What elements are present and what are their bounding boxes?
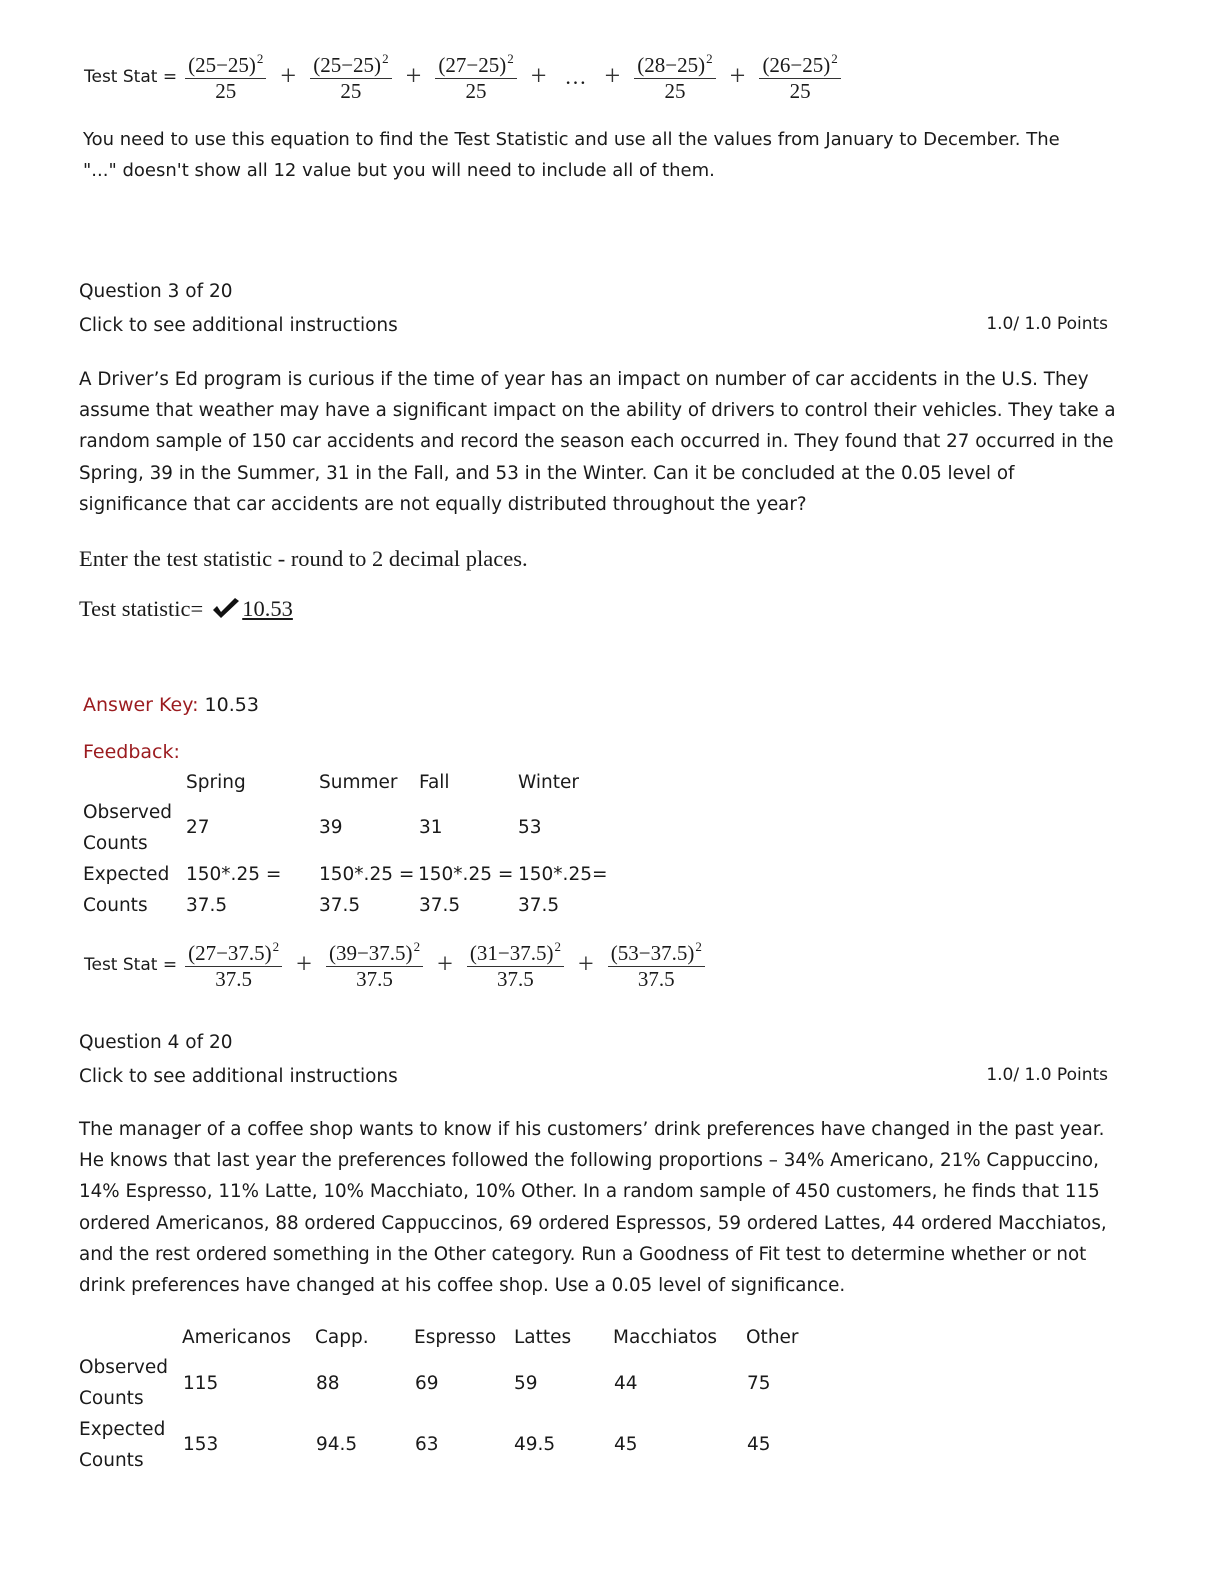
fraction-term: $\frac{(27-25)^2}{25}$ bbox=[435, 52, 516, 102]
fraction-term: $\frac{(25-25)^2}{25}$ bbox=[310, 52, 391, 102]
table-cell: 150*.25= bbox=[518, 864, 608, 885]
answer-key bbox=[83, 694, 259, 716]
table-header: Other bbox=[746, 1327, 799, 1348]
row-label: Expected bbox=[79, 1419, 166, 1440]
equation-note: You need to use this equation to find the Test Statistic and use all the values from January to December. The "..." doesn't show all 12 value but you will need to include all of them. bbox=[83, 129, 1060, 182]
feedback-label: Feedback: bbox=[83, 741, 180, 763]
checkmark-icon bbox=[211, 598, 241, 620]
table-cell: 94.5 bbox=[316, 1434, 358, 1455]
table-header: Winter bbox=[518, 772, 579, 793]
table-cell: 27 bbox=[186, 817, 210, 838]
fraction-term: $\frac{(31-37.5)^2}{37.5}$ bbox=[467, 940, 564, 990]
table-cell: 45 bbox=[614, 1434, 638, 1455]
table-header: Capp. bbox=[315, 1327, 369, 1348]
table-cell: 63 bbox=[415, 1434, 439, 1455]
row-label: Counts bbox=[79, 1450, 144, 1471]
answer-row bbox=[79, 596, 293, 622]
table-header: Americanos bbox=[182, 1327, 291, 1348]
fraction-term: $\frac{(39-37.5)^2}{37.5}$ bbox=[326, 940, 423, 990]
table-header: Espresso bbox=[414, 1327, 497, 1348]
table-cell: 31 bbox=[419, 817, 443, 838]
table-header: Spring bbox=[186, 772, 246, 793]
table-header: Fall bbox=[419, 772, 450, 793]
instructions-link[interactable]: Click to see additional instructions bbox=[79, 1066, 398, 1087]
question-3-title: Question 3 of 20 bbox=[79, 281, 233, 302]
table-cell: 150*.25 = bbox=[186, 864, 282, 885]
question-3-text: A Driver’s Ed program is curious if the time of year has an impact on number of car accidents in the U.S. They assume that weather may have a significant impact on the ability of drivers to control their vehicles. They take a random sample of 150 car accidents and record the season each occurred in. They found that 27 occurred in the Spring, 39 in the Summer, 31 in the Fall, and 53 in the Winter. Can it be concluded at the 0.05 level of significance that car accidents are not equally distributed throughout the year? bbox=[79, 369, 1116, 515]
equation-label: Test Stat = bbox=[84, 955, 178, 975]
fraction-term: $\frac{(27-37.5)^2}{37.5}$ bbox=[185, 940, 282, 990]
table-cell: 44 bbox=[614, 1373, 638, 1394]
table-cell: 37.5 bbox=[186, 895, 228, 916]
equation-label: Test Stat = bbox=[84, 67, 178, 87]
plus-sign: + bbox=[280, 61, 297, 92]
table-cell: 37.5 bbox=[319, 895, 361, 916]
table-cell: 37.5 bbox=[518, 895, 560, 916]
plus-sign: + bbox=[437, 949, 453, 980]
table-header: Macchiatos bbox=[613, 1327, 718, 1348]
table-cell: 39 bbox=[319, 817, 343, 838]
plus-sign: + bbox=[405, 61, 422, 92]
fraction-term: $\frac{(28-25)^2}{25}$ bbox=[634, 52, 715, 102]
table-header: Summer bbox=[319, 772, 398, 793]
fraction-term: $\frac{(26-25)^2}{25}$ bbox=[759, 52, 840, 102]
table-cell: 153 bbox=[183, 1434, 219, 1455]
table-cell: 53 bbox=[518, 817, 542, 838]
row-label: Counts bbox=[83, 895, 148, 916]
table-cell: 150*.25 = bbox=[319, 864, 415, 885]
question-3-prompt: Enter the test statistic - round to 2 decimal places. bbox=[79, 546, 528, 571]
fraction-term: $\frac{(25-25)^2}{25}$ bbox=[185, 52, 266, 102]
table-cell: 115 bbox=[183, 1373, 219, 1394]
fraction-term: $\frac{(53-37.5)^2}{37.5}$ bbox=[608, 940, 705, 990]
question-4-title: Question 4 of 20 bbox=[79, 1032, 233, 1053]
plus-sign: + bbox=[604, 61, 621, 92]
plus-sign: + bbox=[577, 949, 594, 980]
row-label: Observed bbox=[83, 802, 173, 823]
question-4-points: 1.0/ 1.0 Points bbox=[986, 1065, 1108, 1085]
table-cell: 88 bbox=[316, 1373, 340, 1394]
answer-value[interactable]: 10.53 bbox=[242, 596, 293, 621]
plus-sign: + bbox=[729, 61, 746, 92]
table-cell: 49.5 bbox=[514, 1434, 556, 1455]
instructions-link[interactable]: Click to see additional instructions bbox=[79, 315, 398, 336]
plus-sign: + bbox=[530, 61, 547, 92]
answer-key-value: 10.53 bbox=[204, 694, 259, 716]
table-header: Lattes bbox=[514, 1327, 572, 1348]
plus-sign: + bbox=[296, 949, 312, 980]
question-3-points: 1.0/ 1.0 Points bbox=[986, 314, 1108, 334]
row-label: Observed bbox=[79, 1357, 169, 1378]
equation-monthly-test-stat bbox=[84, 49, 841, 105]
question-4-text: The manager of a coffee shop wants to know if his customers’ drink preferences have changed in the past year. He knows that last year the preferences followed the following proportions – 34% Americano, 21% Cappuccino, 14% Espresso, 11% Latte, 10% Macchiato, 10% Other. In a random sample of 450 customers, he finds that 115 ordered Americanos, 88 ordered Cappuccinos, 69 ordered Espressos, 59 ordered Lattes, 44 ordered Macchiatos, and the rest ordered something in the Other category. Run a Goodness of Fit test to determine whether or not drink preferences have changed at his coffee shop. Use a 0.05 level of significance. bbox=[79, 1119, 1107, 1297]
row-label: Counts bbox=[79, 1388, 144, 1409]
table-cell: 75 bbox=[747, 1373, 771, 1394]
table-cell: 37.5 bbox=[419, 895, 461, 916]
row-label: Expected bbox=[83, 864, 170, 885]
answer-label: Test statistic= bbox=[79, 596, 204, 621]
row-label: Counts bbox=[83, 833, 148, 854]
table-cell: 45 bbox=[747, 1434, 771, 1455]
table-cell: 59 bbox=[514, 1373, 538, 1394]
table-cell: 69 bbox=[415, 1373, 439, 1394]
table-cell: 150*.25 = bbox=[418, 864, 514, 885]
equation-season-test-stat bbox=[84, 937, 705, 993]
ellipsis: … bbox=[564, 64, 587, 89]
answer-key-label: Answer Key: bbox=[83, 694, 199, 716]
